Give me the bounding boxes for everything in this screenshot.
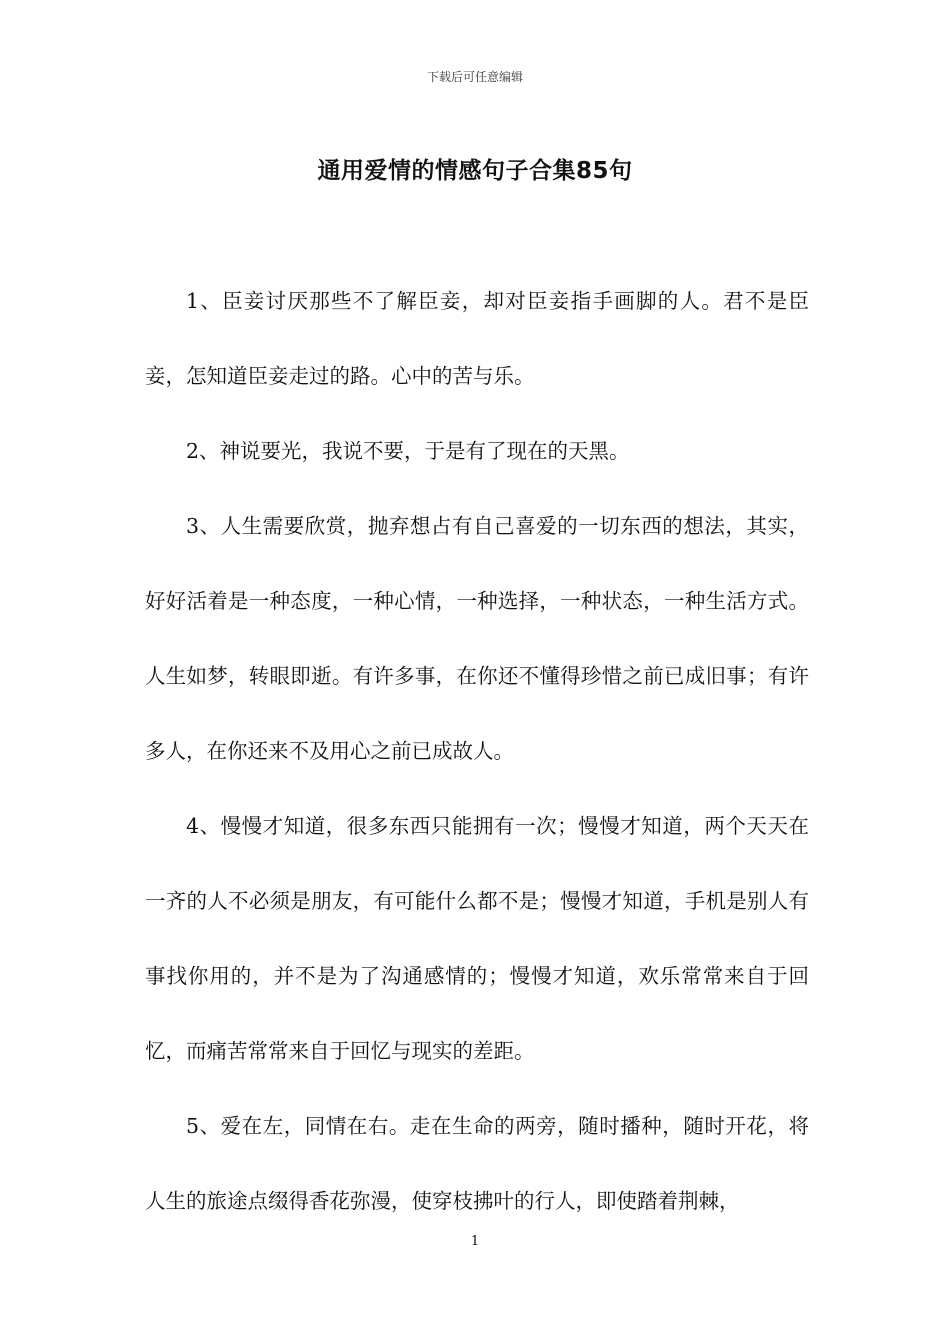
paragraph-5: 5、爱在左，同情在右。走在生命的两旁，随时播种，随时开花，将人生的旅途点缀得香花弥漫，使穿枝拂叶的行人，即使踏着荆棘，	[145, 1114, 809, 1213]
paragraph-2: 2、神说要光，我说不要，于是有了现在的天黑。	[186, 439, 630, 463]
paragraph-1: 1、臣妾讨厌那些不了解臣妾，却对臣妾指手画脚的人。君不是臣妾，怎知道臣妾走过的路。心中的苦与乐。	[145, 289, 809, 388]
page-number: 1	[470, 1234, 480, 1249]
paragraph-4: 4、慢慢才知道，很多东西只能拥有一次；慢慢才知道，两个天天在一齐的人不必须是朋友，有可能什么都不是；慢慢才知道，手机是别人有事找你用的，并不是为了沟通感情的；慢慢才知道，欢乐常常来自于回忆，而痛苦常常来自于回忆与现实的差距。	[145, 814, 809, 1063]
header-note: 下载后可任意编辑	[426, 70, 523, 84]
document-title: 通用爱情的情感句子合集85句	[317, 158, 633, 184]
document-body	[145, 264, 809, 1239]
paragraph-3: 3、人生需要欣赏，抛弃想占有自己喜爱的一切东西的想法，其实，好好活着是一种态度，一种心情，一种选择，一种状态，一种生活方式。人生如梦，转眼即逝。有许多事，在你还不懂得珍惜之前已成旧事；有许多人，在你还来不及用心之前已成故人。	[145, 514, 809, 763]
